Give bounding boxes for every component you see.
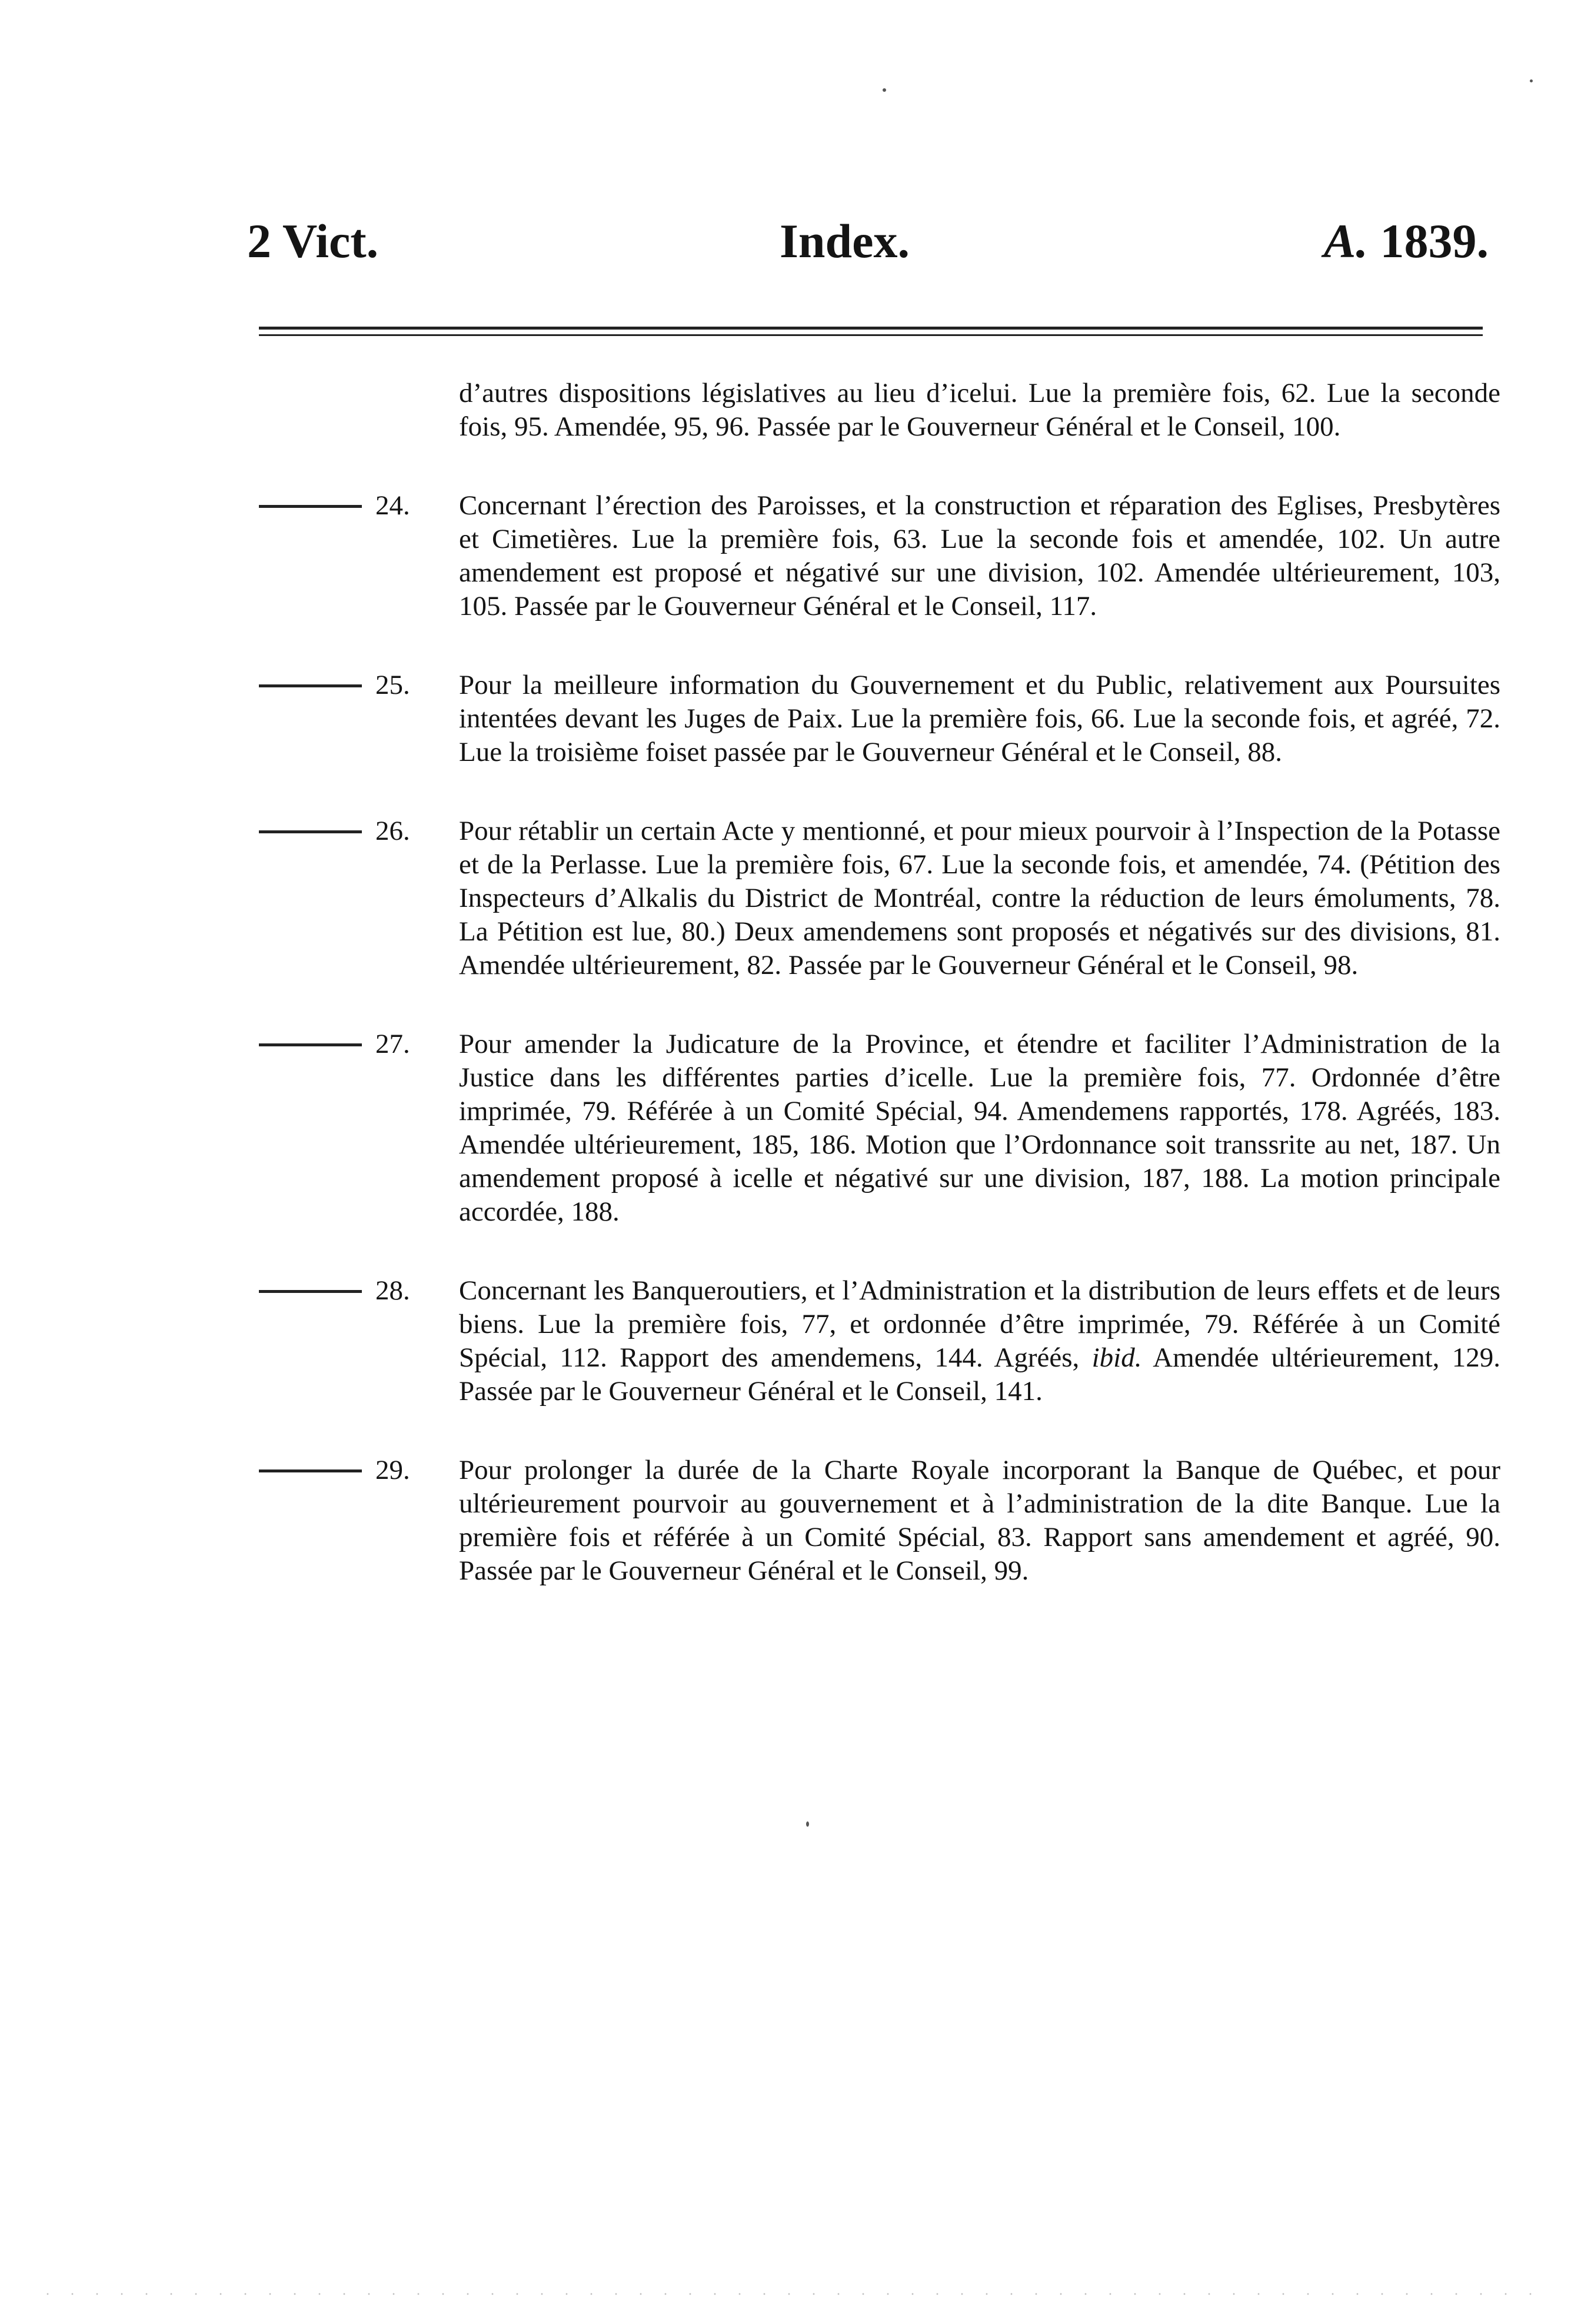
index-entry-29 [259, 1454, 1500, 1588]
entry-text: Pour prolonger la durée de la Charte Royale incorporant la Banque de Québec, et pour ultérieurement pourvoir au gouvernement et à l’administration de la dite Banque. Lue la première fois et référée à un Comité Spécial, 83. Rapport sans amendement et agréé, 90. Passée par le Gouverneur Général et le Conseil, 99. [459, 1455, 1500, 1586]
entry-text-italic: ibid. [1091, 1342, 1142, 1373]
index-entry-continued [259, 377, 1500, 444]
index-entry-28 [259, 1274, 1500, 1408]
header-title: Index. [780, 214, 910, 268]
paper-speck [1530, 79, 1533, 82]
paper-speck [806, 1821, 809, 1827]
header-appendix-letter: A. [1323, 214, 1368, 268]
entry-number: 27. [375, 1029, 410, 1059]
header-year-group [1324, 200, 1489, 282]
header-year: 1839. [1380, 214, 1489, 268]
index-entry-25 [259, 669, 1500, 769]
entry-text: d’autres dispositions législatives au lieu d’icelui. Lue la première fois, 62. Lue la seconde fois, 95. Amendée, 95, 96. Passée par le Gouverneur Général et le Conseil, 100. [459, 378, 1500, 442]
entry-number: 24. [375, 490, 410, 521]
entry-dash [259, 505, 362, 508]
header-session: 2 Vict. [247, 214, 379, 268]
paper-edge-specks [35, 2292, 1542, 2296]
entry-dash [259, 1290, 362, 1293]
header-rule-thick [259, 327, 1483, 330]
entry-number: 28. [375, 1275, 410, 1306]
entry-dash [259, 1043, 362, 1046]
entry-text: Pour rétablir un certain Acte y mentionné, et pour mieux pourvoir à l’Inspection de la Potasse et de la Perlasse. Lue la première fois, 67. Lue la seconde fois, et amendée, 74. (Pétition des Inspecteurs d’Alkalis du District de Montréal, contre la réduction de leurs émoluments, 78. La Pétition est lue, 80.) Deux amendemens sont proposés et négativés sur des divisions, 81. Amendée ultérieurement, 82. Passée par le Gouverneur Général et le Conseil, 98. [459, 816, 1500, 980]
entry-text-part: Amendée ultérieurement, 129. Passée par le Gouverneur Général et le Conseil, 141. [459, 1342, 1501, 1407]
entry-text: Concernant l’érection des Paroisses, et la construction et réparation des Eglises, Presbytères et Cimetières. Lue la première fois, 63. Lue la seconde fois et amendée, 102. Un autre amendement est proposé et négativé sur une division, 102. Amendée ultérieurement, 103, 105. Passée par le Gouverneur Général et le Conseil, 117. [459, 490, 1500, 621]
entry-dash [259, 1469, 362, 1472]
index-entry-27 [259, 1028, 1500, 1229]
entry-text: Pour la meilleure information du Gouvernement et du Public, relativement aux Poursuites intentées devant les Juges de Paix. Lue la première fois, 66. Lue la seconde fois, et agréé, 72. Lue la troisième foiset passée par le Gouverneur Général et le Conseil, 88. [459, 670, 1500, 767]
index-entry-26 [259, 814, 1500, 982]
header-rule-thin [259, 334, 1483, 336]
entry-dash [259, 684, 362, 687]
entry-number: 25. [375, 670, 410, 700]
entry-number: 29. [375, 1455, 410, 1485]
entry-number: 26. [375, 816, 410, 846]
index-entries [259, 377, 1500, 1633]
entry-dash [259, 830, 362, 833]
index-entry-24 [259, 489, 1500, 623]
page-header [247, 200, 1489, 282]
entry-text: Pour amender la Judicature de la Province, et étendre et faciliter l’Administration de la Justice dans les différentes parties d’icelle. Lue la première fois, 77. Ordonnée d’être imprimée, 79. Référée à un Comité Spécial, 94. Amendemens rapportés, 178. Agréés, 183. Amendée ultérieurement, 185, 186. Motion que l’Ordonnance soit transsrite au net, 187. Un amendement proposé à icelle et négativé sur une division, 187, 188. La motion principale accordée, 188. [459, 1029, 1500, 1227]
entry-text [459, 1274, 1500, 1408]
entry-text-part: Concernant les Banqueroutiers, et l’Administration et la distribution de leurs effets et de leurs biens. Lue la première fois, 77, et ordonnée d’être imprimée, 79. Référée à un Comité Spécial, 112. Rapport des amendemens, 144. Agréés, [459, 1275, 1500, 1373]
paper-speck [883, 88, 886, 92]
